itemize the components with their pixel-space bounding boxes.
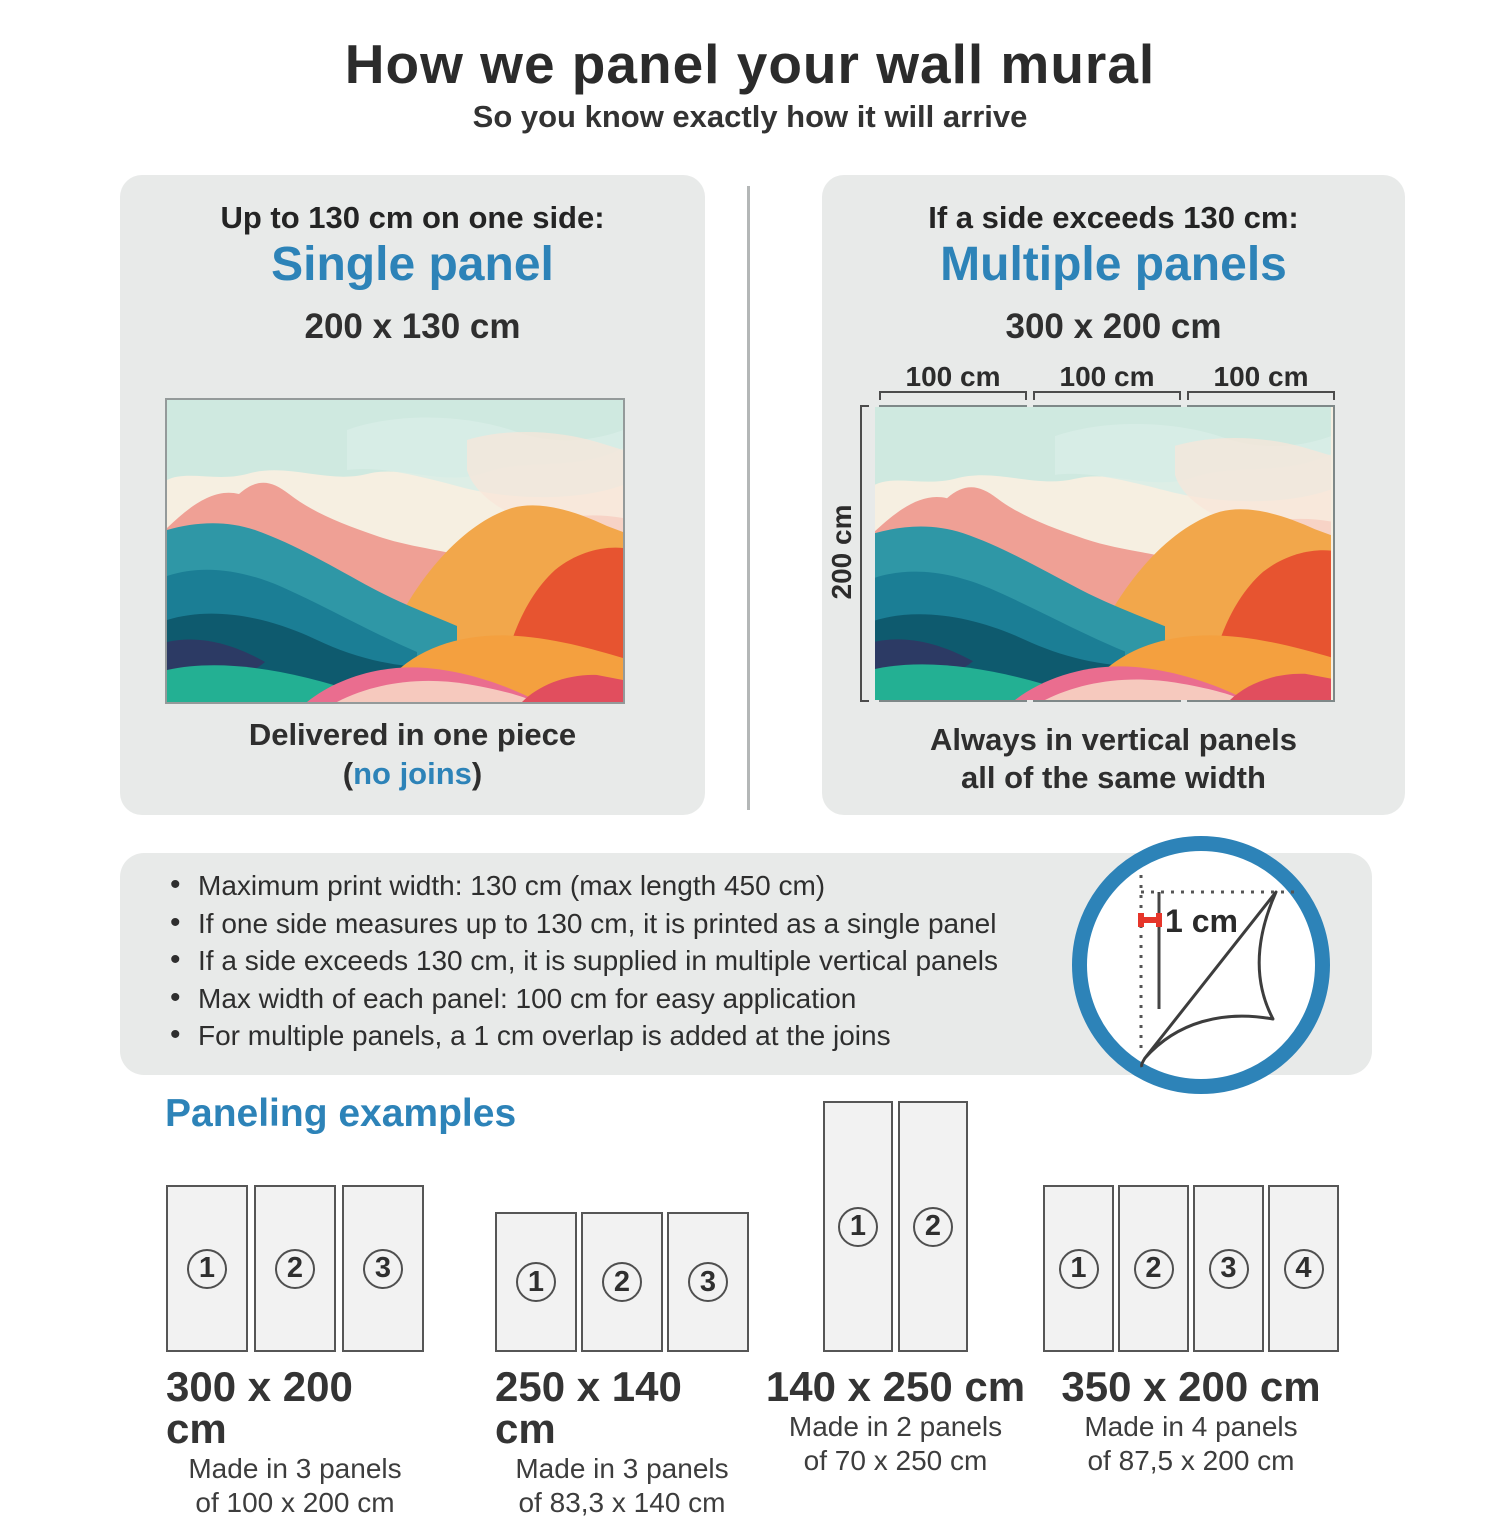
example-panel <box>342 1185 424 1352</box>
multiple-panels-condition: If a side exceeds 130 cm: <box>928 200 1299 235</box>
multiple-panels-size: 300 x 200 cm <box>1005 307 1222 346</box>
example-panel <box>1268 1185 1339 1352</box>
width-bracket-1 <box>879 391 1027 400</box>
width-label-3: 100 cm <box>1213 361 1309 392</box>
panel-number-badge: 1 <box>1059 1249 1099 1289</box>
example-panels <box>166 1100 424 1352</box>
example-detail-line1: Made in 3 panels <box>515 1453 729 1484</box>
panel-number-badge: 2 <box>602 1262 642 1302</box>
single-panel-size: 200 x 130 cm <box>304 307 521 346</box>
example-detail-line1: Made in 4 panels <box>1084 1411 1298 1442</box>
overlap-label: 1 cm <box>1165 903 1238 939</box>
mural-panel-3 <box>1187 405 1335 702</box>
example-panel <box>898 1101 968 1352</box>
panel-number-badge: 3 <box>688 1262 728 1302</box>
panel-number-badge: 4 <box>1284 1249 1324 1289</box>
single-panel-heading: Single panel <box>271 238 554 291</box>
example-panel <box>1118 1185 1189 1352</box>
mural-artwork <box>875 407 1331 700</box>
overlap-badge <box>1072 836 1330 1094</box>
bullet-item: • Max width of each panel: 100 cm for easy application <box>168 980 1118 1018</box>
single-panel-condition: Up to 130 cm on one side: <box>220 200 605 235</box>
mural-artwork <box>167 400 623 702</box>
width-label-1: 100 cm <box>905 361 1001 392</box>
height-label: 200 cm <box>826 504 857 600</box>
examples-heading: Paneling examples <box>165 1092 517 1135</box>
single-mural-image <box>165 398 625 704</box>
height-bracket <box>860 405 869 702</box>
panel-number-badge: 2 <box>275 1249 315 1289</box>
example-group-1 <box>166 1100 424 1518</box>
page-subtitle: So you know exactly how it will arrive <box>472 99 1028 134</box>
multiple-panels-caption-line1: Always in vertical panels <box>929 722 1297 757</box>
multiple-panels-card <box>822 175 1405 815</box>
paren-close: ) <box>471 756 483 791</box>
panel-number-badge: 2 <box>1134 1249 1174 1289</box>
example-panels <box>823 1100 968 1352</box>
example-size: 350 x 200 cm <box>1061 1363 1321 1410</box>
panel-number-badge: 1 <box>838 1207 878 1247</box>
example-detail-line1: Made in 2 panels <box>788 1411 1003 1442</box>
info-bullet-list <box>168 867 1118 1055</box>
width-bracket-2 <box>1033 391 1181 400</box>
example-panel <box>1043 1185 1114 1352</box>
example-panel <box>254 1185 336 1352</box>
example-size: 300 x 200 cm <box>166 1363 353 1452</box>
example-detail-line2: of 83,3 x 140 cm <box>518 1487 726 1518</box>
panel-number-badge: 3 <box>363 1249 403 1289</box>
panel-number-badge: 3 <box>1209 1249 1249 1289</box>
paren-open: ( <box>342 756 354 791</box>
example-detail-line2: of 100 x 200 cm <box>195 1487 395 1518</box>
bullet-item: • If a side exceeds 130 cm, it is supplied in multiple vertical panels <box>168 942 1118 980</box>
example-size: 140 x 250 cm <box>765 1363 1026 1410</box>
example-panel <box>166 1185 248 1352</box>
width-label-2: 100 cm <box>1059 361 1155 392</box>
panel-number-badge: 2 <box>913 1207 953 1247</box>
example-panel <box>495 1212 577 1352</box>
bullet-item: • For multiple panels, a 1 cm overlap is added at the joins <box>168 1017 1118 1055</box>
example-size: 250 x 140 cm <box>495 1363 682 1452</box>
multiple-panels-heading: Multiple panels <box>940 238 1287 291</box>
page-curl-icon <box>1097 859 1305 1067</box>
example-detail-line1: Made in 3 panels <box>188 1453 402 1484</box>
bullet-item: • If one side measures up to 130 cm, it is printed as a single panel <box>168 905 1118 943</box>
example-detail-line2: of 87,5 x 200 cm <box>1087 1445 1295 1476</box>
example-panel <box>1193 1185 1264 1352</box>
single-panel-caption-line1: Delivered in one piece <box>248 717 577 752</box>
no-joins-highlight: no joins <box>353 756 472 791</box>
panel-number-badge: 1 <box>516 1262 556 1302</box>
single-panel-card <box>120 175 705 815</box>
example-group-4 <box>1043 1100 1339 1476</box>
example-group-3 <box>765 1100 1026 1476</box>
panel-number-badge: 1 <box>187 1249 227 1289</box>
example-panel <box>667 1212 749 1352</box>
width-bracket-3 <box>1187 391 1335 400</box>
multiple-panels-caption-line2: all of the same width <box>961 760 1266 795</box>
example-panel <box>581 1212 663 1352</box>
example-group-2 <box>495 1100 749 1518</box>
page-title: How we panel your wall mural <box>344 33 1156 95</box>
example-panels <box>1043 1100 1339 1352</box>
example-panels <box>495 1100 749 1352</box>
single-panel-caption-line2 <box>120 756 705 792</box>
mural-panels-row <box>879 405 1335 702</box>
example-detail-line2: of 70 x 250 cm <box>803 1445 988 1476</box>
card-divider <box>747 186 750 810</box>
example-panel <box>823 1101 893 1352</box>
bullet-item: • Maximum print width: 130 cm (max length 450 cm) <box>168 867 1118 905</box>
